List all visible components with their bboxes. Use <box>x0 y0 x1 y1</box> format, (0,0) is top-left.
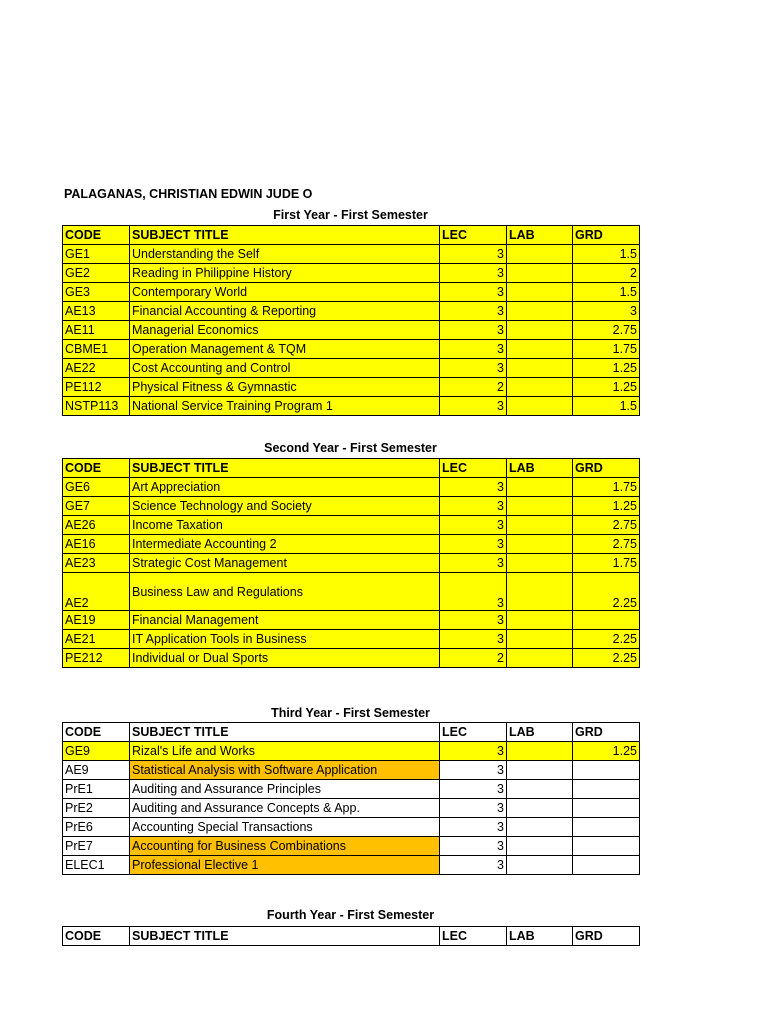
subject-title-cell: Auditing and Assurance Concepts & App. <box>130 799 440 818</box>
subject-title-cell: Accounting for Business Combinations <box>130 837 440 856</box>
table-row <box>63 340 640 359</box>
lab-units-cell <box>507 573 573 611</box>
table-row <box>63 611 640 630</box>
table-row <box>63 535 640 554</box>
lab-units-cell <box>507 245 573 264</box>
lec-units-cell: 3 <box>440 321 507 340</box>
lec-units-cell: 3 <box>440 535 507 554</box>
column-header: GRD <box>573 723 640 742</box>
lab-units-cell <box>507 264 573 283</box>
table-row <box>63 264 640 283</box>
column-header: LAB <box>507 226 573 245</box>
lec-units-cell: 3 <box>440 302 507 321</box>
table-row <box>63 497 640 516</box>
table-row <box>63 516 640 535</box>
lab-units-cell <box>507 478 573 497</box>
lec-units-cell: 2 <box>440 378 507 397</box>
subject-title-cell: Operation Management & TQM <box>130 340 440 359</box>
subject-code-cell: ELEC1 <box>63 856 130 875</box>
table-row <box>63 573 640 611</box>
grades-table-second-year <box>62 458 640 668</box>
subject-code-cell: AE21 <box>63 630 130 649</box>
grade-cell: 1.75 <box>573 340 640 359</box>
subject-title-cell: Strategic Cost Management <box>130 554 440 573</box>
lab-units-cell <box>507 818 573 837</box>
table-row <box>63 630 640 649</box>
grade-cell: 1.5 <box>573 397 640 416</box>
grade-cell: 2.25 <box>573 573 640 611</box>
lec-units-cell: 3 <box>440 245 507 264</box>
subject-code-cell: AE26 <box>63 516 130 535</box>
subject-title-cell: Science Technology and Society <box>130 497 440 516</box>
subject-title-cell: Understanding the Self <box>130 245 440 264</box>
lec-units-cell: 3 <box>440 799 507 818</box>
grade-cell <box>573 837 640 856</box>
subject-code-cell: AE11 <box>63 321 130 340</box>
subject-code-cell: GE9 <box>63 742 130 761</box>
lab-units-cell <box>507 630 573 649</box>
table-row <box>63 742 640 761</box>
table-row <box>63 397 640 416</box>
column-header: CODE <box>63 927 130 946</box>
subject-code-cell: CBME1 <box>63 340 130 359</box>
column-header: SUBJECT TITLE <box>130 226 440 245</box>
column-header: CODE <box>63 226 130 245</box>
subject-code-cell: AE19 <box>63 611 130 630</box>
column-header: LAB <box>507 927 573 946</box>
grade-cell: 2.25 <box>573 649 640 668</box>
lab-units-cell <box>507 611 573 630</box>
grade-cell: 1.5 <box>573 245 640 264</box>
grade-cell: 1.25 <box>573 497 640 516</box>
lab-units-cell <box>507 397 573 416</box>
student-name: PALAGANAS, CHRISTIAN EDWIN JUDE O <box>64 187 313 201</box>
lec-units-cell: 2 <box>440 649 507 668</box>
grades-table-fourth-year <box>62 926 640 946</box>
table-row <box>63 478 640 497</box>
grade-cell <box>573 799 640 818</box>
lab-units-cell <box>507 799 573 818</box>
table-row <box>63 799 640 818</box>
table-row <box>63 378 640 397</box>
table-row <box>63 856 640 875</box>
subject-code-cell: NSTP113 <box>63 397 130 416</box>
subject-title-cell: Rizal's Life and Works <box>130 742 440 761</box>
grade-cell: 3 <box>573 302 640 321</box>
column-header: SUBJECT TITLE <box>130 723 440 742</box>
semester-title: Second Year - First Semester <box>264 441 437 455</box>
lab-units-cell <box>507 516 573 535</box>
lec-units-cell: 3 <box>440 283 507 302</box>
column-header: LAB <box>507 459 573 478</box>
lab-units-cell <box>507 742 573 761</box>
table-row <box>63 321 640 340</box>
lab-units-cell <box>507 359 573 378</box>
table-row <box>63 554 640 573</box>
column-header: LEC <box>440 226 507 245</box>
subject-title-cell: Auditing and Assurance Principles <box>130 780 440 799</box>
table-row <box>63 283 640 302</box>
grade-cell: 1.25 <box>573 378 640 397</box>
lab-units-cell <box>507 535 573 554</box>
subject-code-cell: PrE1 <box>63 780 130 799</box>
subject-title-cell: Income Taxation <box>130 516 440 535</box>
subject-title-cell: Art Appreciation <box>130 478 440 497</box>
subject-code-cell: PE212 <box>63 649 130 668</box>
subject-title-cell: Managerial Economics <box>130 321 440 340</box>
grade-cell <box>573 856 640 875</box>
lab-units-cell <box>507 856 573 875</box>
grades-table-first-year <box>62 225 640 416</box>
lab-units-cell <box>507 321 573 340</box>
subject-code-cell: AE16 <box>63 535 130 554</box>
subject-code-cell: GE3 <box>63 283 130 302</box>
subject-title-cell: Statistical Analysis with Software Application <box>130 761 440 780</box>
grade-cell <box>573 818 640 837</box>
lec-units-cell: 3 <box>440 264 507 283</box>
table-row <box>63 761 640 780</box>
grade-cell: 1.25 <box>573 742 640 761</box>
column-header: CODE <box>63 459 130 478</box>
subject-title-cell: Business Law and Regulations <box>130 573 440 611</box>
subject-title-cell: Contemporary World <box>130 283 440 302</box>
lab-units-cell <box>507 302 573 321</box>
column-header: SUBJECT TITLE <box>130 459 440 478</box>
subject-title-cell: Intermediate Accounting 2 <box>130 535 440 554</box>
subject-code-cell: AE22 <box>63 359 130 378</box>
table-row <box>63 837 640 856</box>
subject-title-cell: Financial Management <box>130 611 440 630</box>
subject-code-cell: AE2 <box>63 573 130 611</box>
column-header: LEC <box>440 723 507 742</box>
subject-code-cell: PrE2 <box>63 799 130 818</box>
grade-cell: 2.75 <box>573 535 640 554</box>
lab-units-cell <box>507 497 573 516</box>
table-header-row <box>63 459 640 478</box>
subject-title-cell: Professional Elective 1 <box>130 856 440 875</box>
lec-units-cell: 3 <box>440 340 507 359</box>
lec-units-cell: 3 <box>440 630 507 649</box>
subject-title-cell: Physical Fitness & Gymnastic <box>130 378 440 397</box>
grade-cell: 2.75 <box>573 321 640 340</box>
column-header: GRD <box>573 226 640 245</box>
table-row <box>63 359 640 378</box>
column-header: LEC <box>440 459 507 478</box>
column-header: GRD <box>573 459 640 478</box>
subject-title-cell: Financial Accounting & Reporting <box>130 302 440 321</box>
grade-cell <box>573 761 640 780</box>
grade-cell: 2 <box>573 264 640 283</box>
subject-code-cell: PE112 <box>63 378 130 397</box>
lab-units-cell <box>507 378 573 397</box>
subject-title-cell: Cost Accounting and Control <box>130 359 440 378</box>
grade-cell: 1.75 <box>573 554 640 573</box>
column-header: SUBJECT TITLE <box>130 927 440 946</box>
semester-title: Fourth Year - First Semester <box>266 908 435 922</box>
subject-code-cell: AE23 <box>63 554 130 573</box>
lec-units-cell: 3 <box>440 478 507 497</box>
table-header-row <box>63 927 640 946</box>
grade-cell: 2.25 <box>573 630 640 649</box>
subject-title-cell: IT Application Tools in Business <box>130 630 440 649</box>
subject-code-cell: GE6 <box>63 478 130 497</box>
lec-units-cell: 3 <box>440 856 507 875</box>
table-row <box>63 302 640 321</box>
semester-title: First Year - First Semester <box>273 208 428 222</box>
grade-cell: 1.25 <box>573 359 640 378</box>
grade-cell: 1.75 <box>573 478 640 497</box>
grade-cell: 1.5 <box>573 283 640 302</box>
lec-units-cell: 3 <box>440 837 507 856</box>
subject-title-cell: Individual or Dual Sports <box>130 649 440 668</box>
subject-code-cell: PrE6 <box>63 818 130 837</box>
grade-cell <box>573 780 640 799</box>
lec-units-cell: 3 <box>440 818 507 837</box>
subject-title-cell: Accounting Special Transactions <box>130 818 440 837</box>
table-row <box>63 818 640 837</box>
lec-units-cell: 3 <box>440 761 507 780</box>
lec-units-cell: 3 <box>440 397 507 416</box>
subject-title-cell: National Service Training Program 1 <box>130 397 440 416</box>
column-header: LEC <box>440 927 507 946</box>
grade-cell: 2.75 <box>573 516 640 535</box>
lab-units-cell <box>507 283 573 302</box>
subject-code-cell: GE7 <box>63 497 130 516</box>
lec-units-cell: 3 <box>440 611 507 630</box>
lec-units-cell: 3 <box>440 554 507 573</box>
lab-units-cell <box>507 554 573 573</box>
lec-units-cell: 3 <box>440 780 507 799</box>
lab-units-cell <box>507 761 573 780</box>
table-row <box>63 649 640 668</box>
lec-units-cell: 3 <box>440 359 507 378</box>
lec-units-cell: 3 <box>440 573 507 611</box>
subject-code-cell: PrE7 <box>63 837 130 856</box>
lab-units-cell <box>507 837 573 856</box>
lec-units-cell: 3 <box>440 516 507 535</box>
column-header: LAB <box>507 723 573 742</box>
subject-code-cell: AE9 <box>63 761 130 780</box>
grade-cell <box>573 611 640 630</box>
table-header-row <box>63 226 640 245</box>
column-header: CODE <box>63 723 130 742</box>
lab-units-cell <box>507 340 573 359</box>
subject-code-cell: GE1 <box>63 245 130 264</box>
lec-units-cell: 3 <box>440 497 507 516</box>
grades-table-third-year <box>62 722 640 875</box>
table-header-row <box>63 723 640 742</box>
table-row <box>63 780 640 799</box>
subject-code-cell: GE2 <box>63 264 130 283</box>
lab-units-cell <box>507 649 573 668</box>
column-header: GRD <box>573 927 640 946</box>
subject-title-cell: Reading in Philippine History <box>130 264 440 283</box>
semester-title: Third Year - First Semester <box>271 706 430 720</box>
table-row <box>63 245 640 264</box>
lec-units-cell: 3 <box>440 742 507 761</box>
subject-code-cell: AE13 <box>63 302 130 321</box>
lab-units-cell <box>507 780 573 799</box>
